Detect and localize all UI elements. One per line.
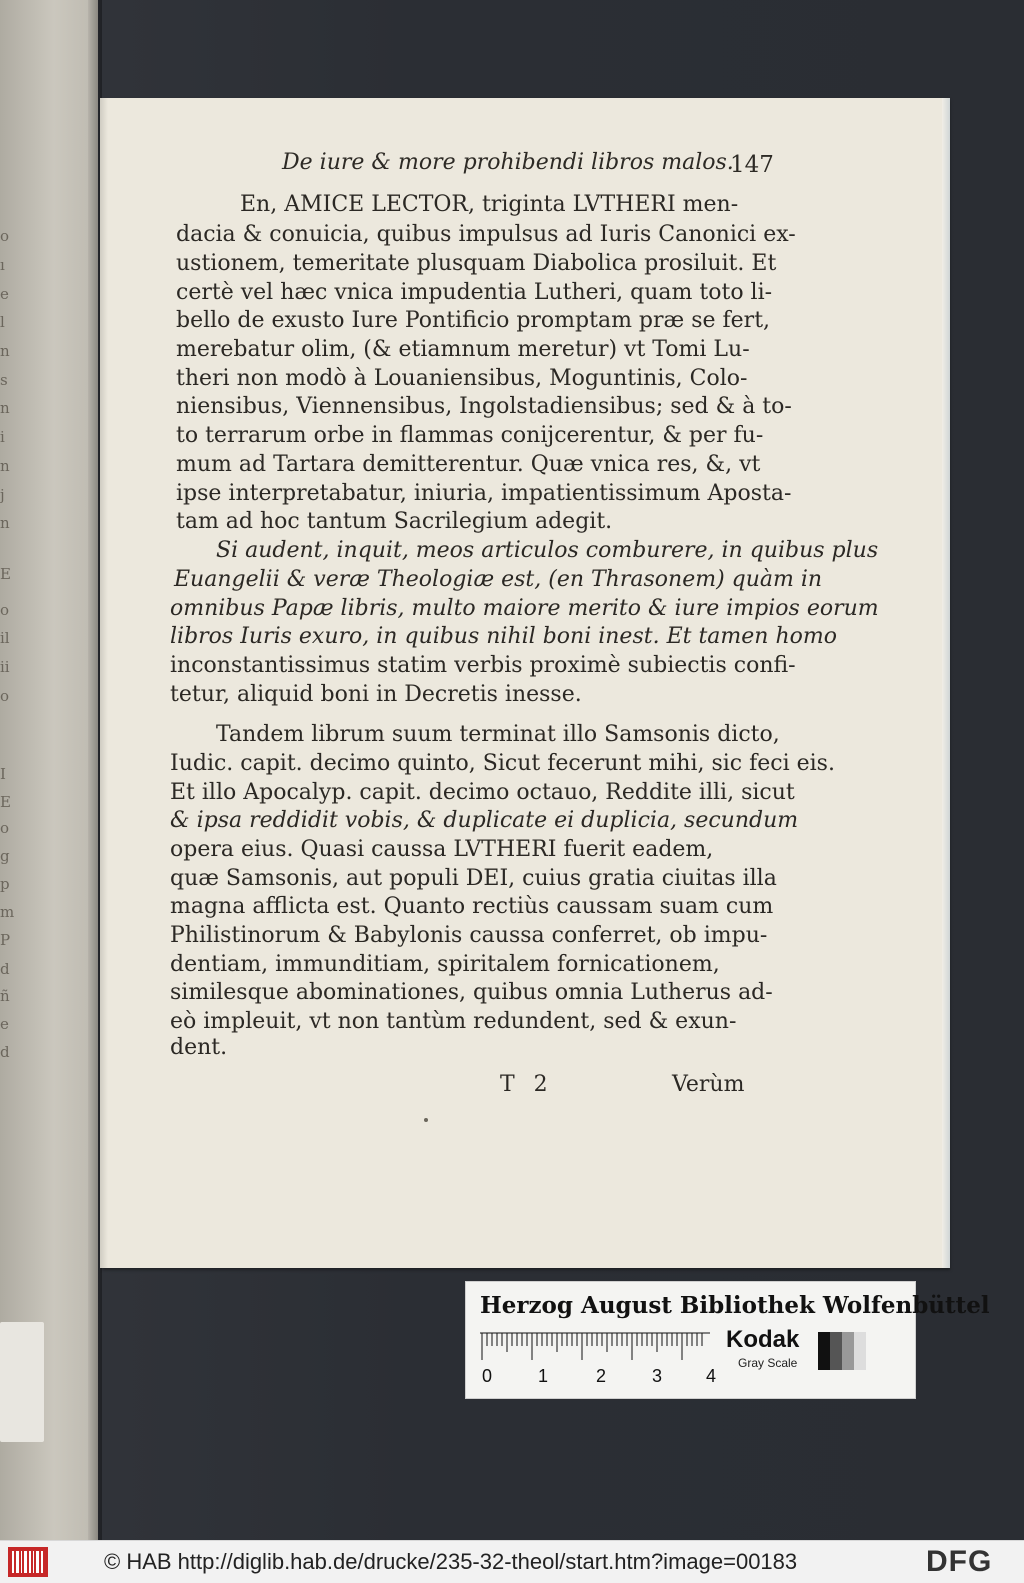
gray-scale-label: Gray Scale: [738, 1356, 798, 1370]
text-line: inconstantissimus statim verbis proximè subiectis confi-: [170, 653, 796, 678]
facing-page-letter: o: [0, 227, 10, 245]
facing-page-letter: s: [0, 371, 8, 389]
facing-page-letter: e: [0, 1015, 9, 1033]
facing-page-letter: p: [0, 875, 10, 893]
text-line: Tandem librum suum terminat illo Samsonis dicto,: [216, 722, 780, 747]
page-inner-shadow: [100, 98, 108, 1268]
facing-page-letter: e: [0, 285, 9, 303]
page-edge: [942, 98, 950, 1268]
left-bookmark-slip: [0, 1322, 44, 1442]
paper-speck: [424, 1118, 428, 1122]
facing-page-letter: P: [0, 931, 11, 949]
hab-barcode-icon: [8, 1547, 48, 1577]
text-line: Philistinorum & Babylonis caussa conferret, ob impu-: [170, 923, 768, 948]
text-line: tetur, aliquid boni in Decretis inesse.: [170, 682, 582, 707]
footer-bar: [0, 1540, 1024, 1583]
gray-swatch: [818, 1332, 866, 1370]
facing-page-letter: il: [0, 629, 10, 647]
ruler-number: 3: [652, 1366, 663, 1386]
text-line: Et illo Apocalyp. capit. decimo octauo, Reddite illi, sicut: [170, 780, 795, 805]
facing-page-letter: l: [0, 313, 5, 331]
text-line: Euangelii & veræ Theologiæ est, (en Thrasonem) quàm in: [174, 567, 823, 592]
facing-page-edge: [0, 0, 98, 1540]
text-line: ipse interpretabatur, iniuria, impatientissimum Aposta-: [176, 481, 792, 506]
text-line: magna afflicta est. Quanto rectiùs caussam suam cum: [170, 894, 774, 919]
ruler-number: 0: [482, 1366, 493, 1386]
footer-url[interactable]: © HAB http://diglib.hab.de/drucke/235-32-theol/start.htm?image=00183: [104, 1549, 798, 1574]
dfg-logo: DFG: [926, 1545, 993, 1578]
text-line: En, AMICE LECTOR, triginta LVTHERI men-: [240, 192, 739, 217]
color-calibration-card: [465, 1281, 990, 1399]
text-line: similesque abominationes, quibus omnia Lutherus ad-: [170, 980, 773, 1005]
text-line: omnibus Papæ libris, multo maiore merito & iure impios eorum: [170, 596, 879, 621]
facing-page-letter: n: [0, 399, 10, 417]
page-number: 147: [730, 152, 774, 178]
text-line: bello de exusto Iure Pontificio promptam præ se fert,: [176, 308, 771, 333]
signature-mark: T 2: [500, 1072, 554, 1097]
ruler-number: 4: [706, 1366, 717, 1386]
text-line: mum ad Tartara demitterentur. Quæ vnica res, &, vt: [176, 452, 761, 477]
facing-page-letter: n: [0, 342, 10, 360]
facing-page-letter: n: [0, 514, 10, 532]
running-head: De iure & more prohibendi libros malos.: [282, 150, 734, 175]
ruler-numbers: [480, 1366, 720, 1388]
facing-page-letter: i: [0, 428, 5, 446]
text-line: Si audent, inquit, meos articulos comburere, in quibus plus: [216, 538, 879, 563]
text-line: tam ad hoc tantum Sacrilegium adegit.: [176, 509, 613, 534]
facing-page-letter: d: [0, 1043, 10, 1061]
facing-page-letter: E: [0, 565, 11, 583]
facing-page-letter: ii: [0, 658, 10, 676]
text-line: Iudic. capit. decimo quinto, Sicut fecerunt mihi, sic feci eis.: [170, 751, 835, 776]
text-line: dacia & conuicia, quibus impulsus ad Iuris Canonici ex-: [176, 222, 796, 247]
facing-page-letter: o: [0, 687, 10, 705]
text-line: dent.: [170, 1035, 228, 1060]
text-line: libros Iuris exuro, in quibus nihil boni inest. Et tamen homo: [170, 624, 837, 649]
text-line: theri non modò à Louaniensibus, Moguntinis, Colo-: [176, 366, 748, 391]
facing-page-letter: ñ: [0, 987, 10, 1005]
text-line: dentiam, immunditiam, spiritalem fornicationem,: [170, 952, 720, 977]
facing-page-letter: I: [0, 765, 6, 783]
text-line: & ipsa reddidit vobis, & duplicate ei duplicia, secundum: [170, 808, 799, 833]
text-line: niensibus, Viennensibus, Ingolstadiensibus; sed & à to-: [176, 394, 792, 419]
text-line: ustionem, temeritate plusquam Diabolica prosiluit. Et: [176, 251, 777, 276]
text-line: merebatur olim, (& etiamnum meretur) vt Tomi Lu-: [176, 337, 750, 362]
ruler-scale: [480, 1332, 710, 1362]
ruler-number: 1: [538, 1366, 549, 1386]
facing-page-letter: n: [0, 457, 10, 475]
catchword: Verùm: [672, 1072, 745, 1097]
facing-page-letter: g: [0, 847, 10, 865]
text-line: certè vel hæc vnica impudentia Lutheri, quam toto li-: [176, 280, 773, 305]
kodak-brand: Kodak: [726, 1326, 800, 1353]
library-name: Herzog August Bibliothek Wolfenbüttel: [480, 1292, 990, 1319]
ruler-number: 2: [596, 1366, 607, 1386]
facing-page-letter: o: [0, 601, 10, 619]
facing-page-letter: m: [0, 903, 15, 921]
facing-page-letter: j: [0, 486, 5, 504]
text-line: quæ Samsonis, aut populi DEI, cuius gratia ciuitas illa: [170, 866, 777, 891]
facing-page-letter: ı: [0, 256, 5, 274]
facing-page-letter: o: [0, 819, 10, 837]
facing-page-letter: E: [0, 793, 11, 811]
text-line: eò impleuit, vt non tantùm redundent, sed & exun-: [170, 1009, 737, 1034]
text-line: to terrarum orbe in flammas conijcerentur, & per fu-: [176, 423, 764, 448]
text-line: opera eius. Quasi caussa LVTHERI fuerit eadem,: [170, 837, 714, 862]
facing-page-letter: d: [0, 960, 10, 978]
